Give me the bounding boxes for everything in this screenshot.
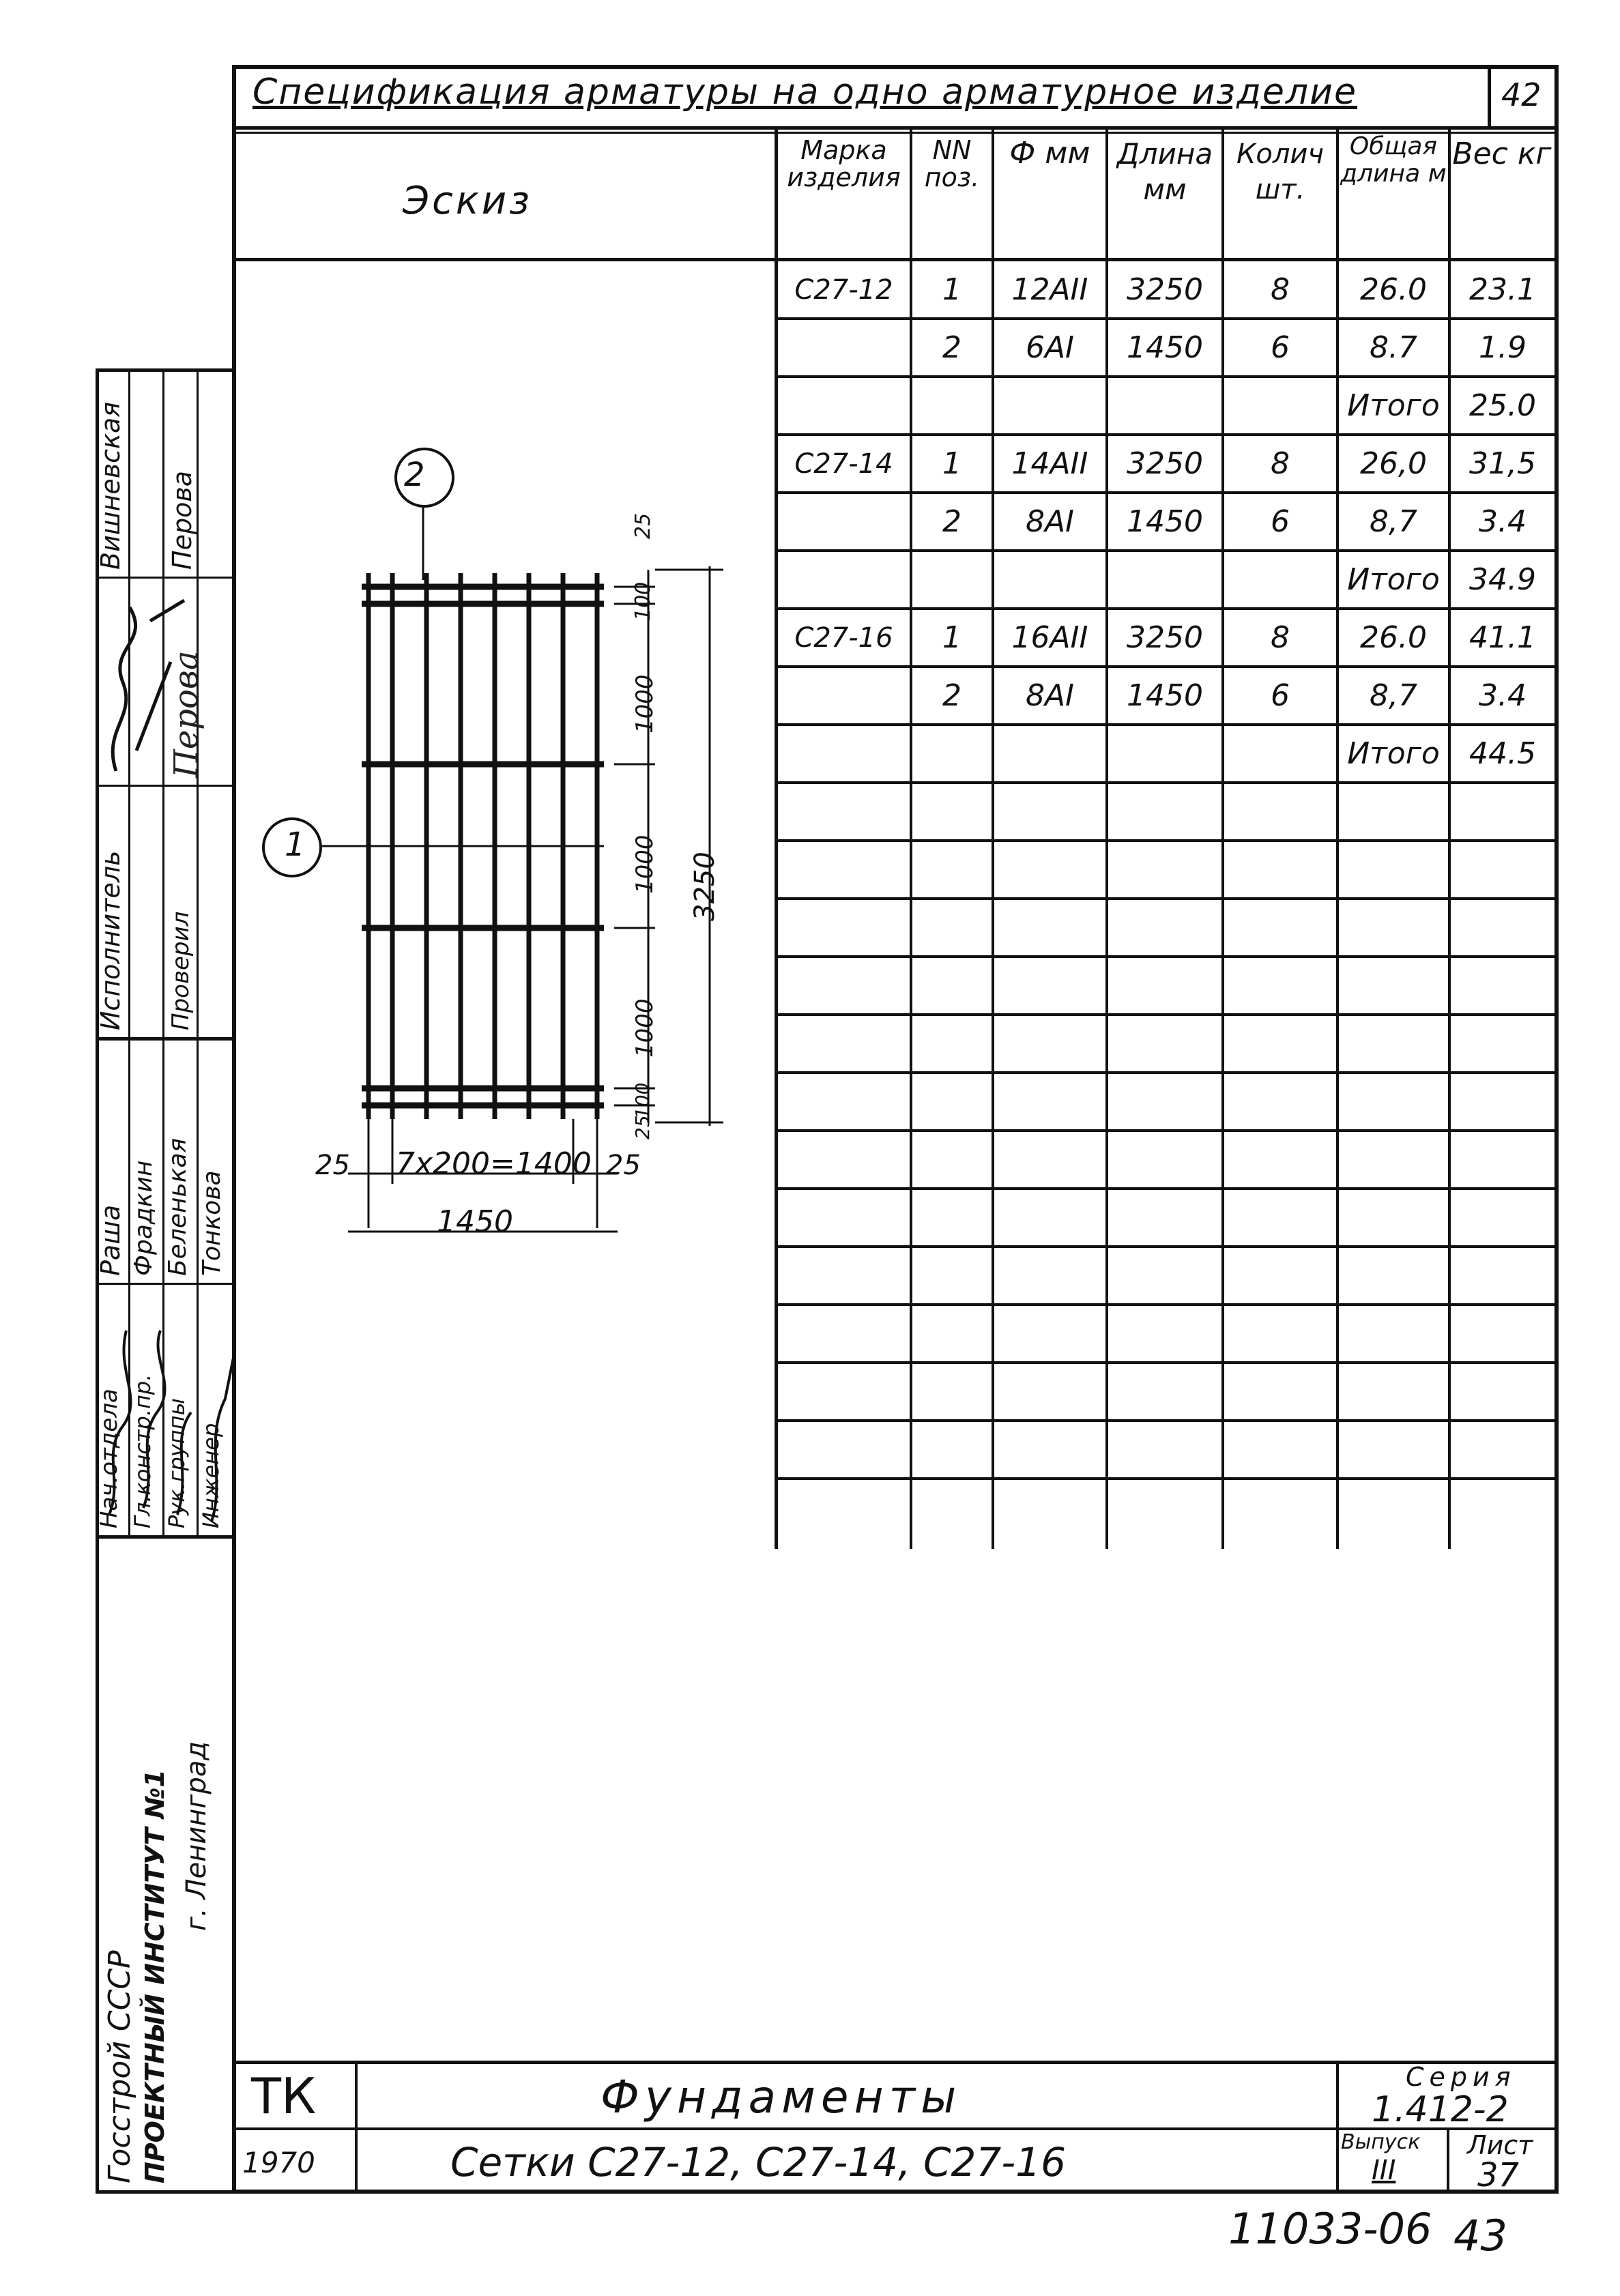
dim-25-left: 25	[315, 1150, 350, 1181]
cell-total: Итого	[1347, 562, 1440, 597]
cell-qty: 6	[1271, 504, 1290, 539]
row-rule	[775, 1071, 1559, 1074]
cell-weight: 23.1	[1469, 272, 1536, 307]
side-sub-rule-3	[96, 1283, 232, 1285]
cell-qty: 6	[1271, 330, 1290, 365]
header-mark: Марка изделия	[787, 135, 901, 192]
title-block-col-2	[1336, 2061, 1339, 2194]
cell-mark: С27-14	[794, 448, 893, 480]
dim-spacing: 7x200=1400	[396, 1146, 592, 1181]
dim-100-bottom: 100	[631, 1082, 654, 1119]
cell-dia: 16АII	[1011, 620, 1088, 655]
cell-weight: 3.4	[1479, 678, 1527, 713]
cell-len: 1450	[1127, 330, 1203, 365]
dim-total-height: 3250	[689, 852, 721, 921]
cell-qty: 6	[1271, 678, 1290, 713]
cell-qty: 8	[1271, 446, 1290, 481]
cell-dia: 6АI	[1025, 330, 1075, 365]
cell-mark: С27-16	[794, 622, 893, 654]
cell-mark	[778, 725, 910, 783]
title-block-col-1	[355, 2061, 358, 2194]
cell-dia	[994, 725, 1105, 783]
role-engineer: Инженер	[198, 1423, 224, 1528]
executor-name: Вишневская	[96, 401, 126, 570]
cell-weight: 1.9	[1479, 330, 1527, 365]
role-group-lead: Рук.группы	[164, 1398, 190, 1528]
cell-len	[1108, 377, 1221, 435]
org-line-2: ПРОЕКТНЫЙ ИНСТИТУТ №1	[140, 1769, 170, 2183]
cell-pos: 1	[942, 272, 961, 307]
cell-dia: 8АI	[1025, 504, 1075, 539]
header-pos: NN поз.	[924, 135, 980, 192]
tb-sheet-label: Лист	[1467, 2130, 1533, 2160]
tb-name: Фундаменты	[601, 2071, 962, 2123]
org-line-3: г. Ленинград	[181, 1741, 212, 1931]
cell-pos	[912, 725, 992, 783]
dim-25-right: 25	[606, 1150, 641, 1181]
cell-pos	[912, 377, 992, 435]
row-rule	[775, 1419, 1559, 1422]
header-len: Длина мм	[1116, 137, 1213, 206]
cell-weight: 25.0	[1469, 388, 1536, 423]
cell-pos: 2	[942, 678, 961, 713]
title-block-col-3	[1447, 2127, 1449, 2194]
name-engineer: Тонкова	[198, 1170, 226, 1276]
row-rule	[775, 1245, 1559, 1248]
dim-1000-a: 1000	[631, 674, 659, 733]
cell-len: 1450	[1127, 678, 1203, 713]
cell-qty	[1224, 551, 1336, 609]
tb-subtitle: Сетки С27-12, С27-14, С27-16	[450, 2139, 1066, 2185]
cell-pos: 2	[942, 504, 961, 539]
corner-divider	[1488, 65, 1491, 128]
cell-mark	[778, 551, 910, 609]
cell-dia	[994, 551, 1105, 609]
role-chief-engineer: Гл.констр.пр.	[130, 1374, 156, 1528]
header-weight: Вес кг	[1452, 136, 1552, 171]
tb-series-value: 1.412-2	[1372, 2089, 1509, 2130]
cell-mark	[778, 319, 910, 377]
cell-dia: 8АI	[1025, 678, 1075, 713]
row-rule	[775, 897, 1559, 900]
cell-total: Итого	[1347, 388, 1440, 423]
cell-total: 8.7	[1370, 330, 1417, 365]
name-group-lead: Беленькая	[164, 1137, 192, 1276]
sketch-label: Эскиз	[403, 179, 532, 223]
cell-total: Итого	[1347, 736, 1440, 771]
dim-1000-b: 1000	[631, 834, 659, 894]
row-rule	[775, 1129, 1559, 1132]
side-sub-rule-2	[96, 785, 232, 787]
name-chief-engineer: Фрадкин	[130, 1160, 158, 1276]
cell-mark	[778, 667, 910, 725]
dim-25-top: 25	[631, 512, 655, 539]
header-dia: Ф мм	[1009, 136, 1090, 171]
side-stamp-rule-2	[96, 1535, 232, 1539]
executor-label: Исполнитель	[96, 850, 126, 1030]
cell-len	[1108, 725, 1221, 783]
row-rule	[775, 839, 1559, 842]
group-signatures	[96, 1290, 232, 1535]
cell-weight: 31,5	[1469, 446, 1536, 481]
cell-pos	[912, 551, 992, 609]
dim-25-bottom: 25	[631, 1115, 654, 1139]
cell-weight: 44.5	[1469, 736, 1536, 771]
cell-qty: 8	[1271, 272, 1290, 307]
row-rule	[775, 1361, 1559, 1364]
cell-total: 8,7	[1370, 504, 1417, 539]
side-sub-rule-1	[96, 577, 232, 579]
cell-len	[1108, 551, 1221, 609]
vertical-dimension	[614, 566, 723, 1126]
cell-qty	[1224, 725, 1336, 783]
row-rule	[775, 1187, 1559, 1190]
cell-dia: 14АII	[1011, 446, 1088, 481]
cell-mark: С27-12	[794, 274, 893, 306]
dim-total-width: 1450	[437, 1204, 513, 1239]
dim-100-top: 100	[631, 581, 655, 621]
cell-len: 3250	[1127, 620, 1203, 655]
cell-total: 26.0	[1360, 272, 1427, 307]
cell-mark	[778, 377, 910, 435]
title-block-top	[232, 2061, 1559, 2064]
cell-dia	[994, 377, 1105, 435]
cell-pos: 2	[942, 330, 961, 365]
cell-pos: 1	[942, 446, 961, 481]
cell-len: 3250	[1127, 272, 1203, 307]
tb-series-label: Серия	[1406, 2062, 1516, 2092]
org-line-1: Госстрой СССР	[102, 1950, 137, 2183]
cell-pos: 1	[942, 620, 961, 655]
cell-dia: 12АII	[1011, 272, 1088, 307]
cell-total: 8,7	[1370, 678, 1417, 713]
cell-weight: 3.4	[1479, 504, 1527, 539]
position-1-label: 1	[285, 826, 306, 864]
cell-mark	[778, 493, 910, 551]
title-rule	[232, 126, 1559, 130]
cell-total: 26,0	[1360, 446, 1427, 481]
tb-issue-value: III	[1372, 2155, 1396, 2186]
checked-signature: Перова	[167, 650, 205, 778]
row-rule	[775, 1477, 1559, 1480]
cell-qty: 8	[1271, 620, 1290, 655]
bottom-page: 43	[1453, 2211, 1507, 2261]
cell-weight: 41.1	[1469, 620, 1536, 655]
cell-len: 1450	[1127, 504, 1203, 539]
cell-len: 3250	[1127, 446, 1203, 481]
dim-1000-c: 1000	[631, 998, 659, 1058]
cell-total: 26.0	[1360, 620, 1427, 655]
row-rule	[775, 1013, 1559, 1016]
checked-name: Перова	[167, 470, 197, 570]
row-rule	[775, 955, 1559, 958]
role-head-of-dept: Нач.отдела	[96, 1389, 123, 1528]
bottom-number: 11033-06	[1228, 2204, 1432, 2254]
tb-code: ТК	[251, 2067, 317, 2125]
spec-title: Спецификация арматуры на одно арматурное изделие	[252, 72, 1357, 113]
header-qty: Колич шт.	[1236, 139, 1325, 205]
checked-label: Проверил	[167, 911, 194, 1030]
cell-weight: 34.9	[1469, 562, 1536, 597]
cell-qty	[1224, 377, 1336, 435]
tb-issue-label: Выпуск	[1341, 2130, 1421, 2154]
tb-sheet-value: 37	[1477, 2156, 1520, 2194]
corner-sheet-number: 42	[1501, 76, 1542, 113]
row-rule	[775, 1303, 1559, 1306]
position-2-label: 2	[404, 456, 425, 494]
header-total-len: Общая длина м	[1340, 132, 1447, 188]
name-head-of-dept: Раша	[96, 1204, 126, 1276]
executor-signature	[96, 580, 198, 785]
tb-year: 1970	[242, 2146, 315, 2179]
